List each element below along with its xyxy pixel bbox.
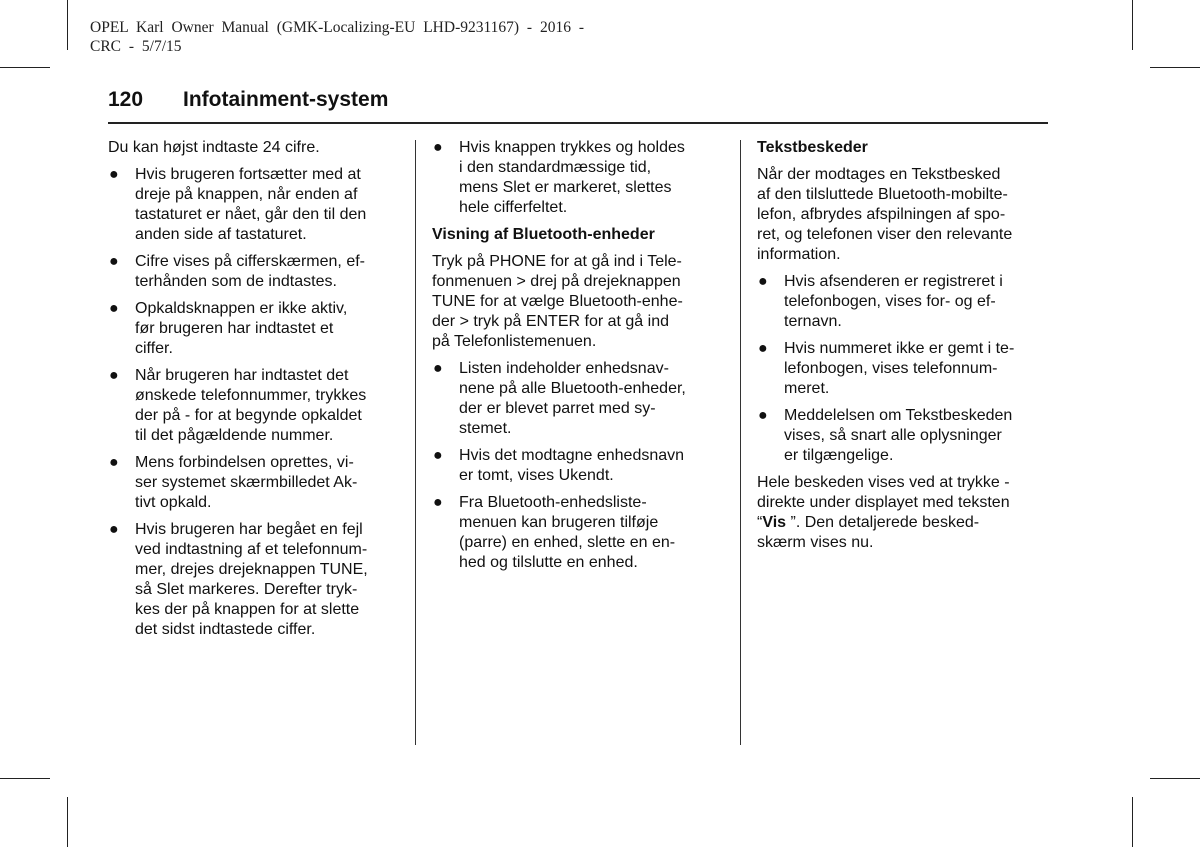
text-span: ”. Den detaljerede besked- (786, 514, 980, 531)
bullet-icon: ● (758, 273, 768, 290)
bullet-icon: ● (109, 521, 119, 538)
text-line: information. (757, 246, 841, 263)
text-line: ønskede telefonnummer, trykkes (135, 387, 367, 404)
crop-mark (0, 67, 50, 68)
text-line: lefonbogen, vises telefonnum- (784, 360, 998, 377)
text-line: ved indtastning af et telefonnum- (135, 541, 368, 558)
bullet-item (108, 165, 400, 245)
text-line: hed og tilslutte en enhed. (459, 554, 638, 571)
text-line: det sidst indtastede ciffer. (135, 621, 316, 638)
column-1 (108, 138, 400, 647)
text-line: nene på alle Bluetooth-enheder, (459, 380, 686, 397)
text-line: af den tilsluttede Bluetooth-mobilte- (757, 186, 1008, 203)
text-line: der på - for at begynde opkaldet (135, 407, 362, 424)
text-line: er tilgængelige. (784, 447, 894, 464)
column-divider (415, 140, 416, 745)
bullet-icon: ● (109, 300, 119, 317)
bullet-item (757, 339, 1049, 399)
bullet-icon: ● (433, 494, 443, 511)
text-line: lefon, afbrydes afspilningen af spo- (757, 206, 1006, 223)
text-line: vises, så snart alle oplysninger (784, 427, 1002, 444)
text-line: ser systemet skærmbilledet Ak- (135, 474, 358, 491)
crop-mark (1150, 67, 1200, 68)
bullet-item (432, 359, 724, 439)
text-line: der > tryk på ENTER for at gå ind (432, 313, 669, 330)
text-line: Når der modtages en Tekstbesked (757, 166, 1001, 183)
paragraph (757, 473, 1049, 553)
paragraph (432, 252, 724, 352)
text-line: mens Slet er markeret, slettes (459, 179, 672, 196)
bullet-item (757, 406, 1049, 466)
text-line: direkte under displayet med teksten (757, 494, 1010, 511)
bullet-item (108, 453, 400, 513)
text-span: “ (757, 514, 763, 531)
text-line: Hvis det modtagne enhedsnavn (459, 447, 685, 464)
text-line: tastaturet er nået, går den til den (135, 206, 367, 223)
text-line: Hele beskeden vises ved at trykke - (757, 474, 1010, 491)
emphasis-text: Vis (762, 514, 787, 531)
bullet-item (432, 138, 724, 218)
paragraph (108, 138, 400, 158)
text-line: Visning af Bluetooth-enheder (432, 226, 655, 243)
text-line (757, 513, 1049, 533)
crop-mark (67, 797, 68, 847)
text-line: Tryk på PHONE for at gå ind i Tele- (432, 253, 682, 270)
text-line: meret. (784, 380, 830, 397)
text-line: ternavn. (784, 313, 842, 330)
crop-mark (67, 0, 68, 50)
text-line: telefonbogen, vises for- og ef- (784, 293, 996, 310)
text-line: så Slet markeres. Derefter tryk- (135, 581, 358, 598)
text-line: Meddelelsen om Tekstbeskeden (784, 407, 1013, 424)
text-line: ret, og telefonen viser den relevante (757, 226, 1013, 243)
bullet-icon: ● (433, 139, 443, 156)
crop-mark (0, 778, 50, 779)
crop-mark (1150, 778, 1200, 779)
bullet-item (757, 272, 1049, 332)
bullet-item (108, 366, 400, 446)
text-line: før brugeren har indtastet et (135, 320, 334, 337)
text-line: der er blevet parret med sy- (459, 400, 656, 417)
text-line: Opkaldsknappen er ikke aktiv, (135, 300, 348, 317)
text-line: Fra Bluetooth-enhedsliste- (459, 494, 647, 511)
text-line: Tekstbeskeder (757, 139, 868, 156)
bullet-item (432, 493, 724, 573)
text-line: Hvis brugeren fortsætter med at (135, 166, 361, 183)
text-line: Hvis afsenderen er registreret i (784, 273, 1003, 290)
paragraph (757, 165, 1049, 265)
bullet-icon: ● (109, 454, 119, 471)
page-header (108, 88, 388, 112)
section-title: Infotainment-system (183, 88, 389, 111)
text-line: Du kan højst indtaste 24 cifre. (108, 139, 320, 156)
text-line: Hvis brugeren har begået en fejl (135, 521, 363, 538)
text-line: i den standardmæssige tid, (459, 159, 652, 176)
document-info (90, 18, 584, 56)
text-line: TUNE for at vælge Bluetooth-enhe- (432, 293, 683, 310)
text-line: hele cifferfeltet. (459, 199, 568, 216)
text-line: fonmenuen > drej på drejeknappen (432, 273, 681, 290)
bullet-icon: ● (109, 367, 119, 384)
column-divider (740, 140, 741, 745)
bullet-icon: ● (433, 447, 443, 464)
header-rule (108, 122, 1048, 124)
text-line: dreje på knappen, når enden af (135, 186, 358, 203)
text-line: (parre) en enhed, slette en en- (459, 534, 676, 551)
text-line: terhånden som de indtastes. (135, 273, 337, 290)
text-line: skærm vises nu. (757, 534, 874, 551)
bullet-icon: ● (758, 340, 768, 357)
text-line: tivt opkald. (135, 494, 212, 511)
text-line: Mens forbindelsen oprettes, vi- (135, 454, 354, 471)
text-line: anden side af tastaturet. (135, 226, 307, 243)
document-info-line: CRC - 5/7/15 (90, 38, 182, 55)
text-line: til det pågældende nummer. (135, 427, 334, 444)
text-line: Når brugeren har indtastet det (135, 367, 349, 384)
bullet-icon: ● (109, 253, 119, 270)
section-heading (432, 225, 724, 245)
document-info-line: OPEL Karl Owner Manual (GMK-Localizing-EU LHD-9231167) - 2016 - (90, 19, 585, 36)
text-line: stemet. (459, 420, 512, 437)
text-line: er tomt, vises Ukendt. (459, 467, 614, 484)
column-3 (757, 138, 1049, 560)
text-line: på Telefonlistemenuen. (432, 333, 597, 350)
text-line: Listen indeholder enhedsnav- (459, 360, 669, 377)
bullet-item (108, 520, 400, 640)
crop-mark (1132, 0, 1133, 50)
section-heading (757, 138, 1049, 158)
bullet-icon: ● (433, 360, 443, 377)
column-2 (432, 138, 724, 580)
text-line: ciffer. (135, 340, 173, 357)
bullet-icon: ● (109, 166, 119, 183)
bullet-item (432, 446, 724, 486)
bullet-item (108, 252, 400, 292)
text-line: menuen kan brugeren tilføje (459, 514, 659, 531)
text-line: Cifre vises på cifferskærmen, ef- (135, 253, 365, 270)
bullet-icon: ● (758, 407, 768, 424)
text-line: Hvis knappen trykkes og holdes (459, 139, 685, 156)
bullet-item (108, 299, 400, 359)
text-line: Hvis nummeret ikke er gemt i te- (784, 340, 1015, 357)
crop-mark (1132, 797, 1133, 847)
text-line: kes der på knappen for at slette (135, 601, 360, 618)
text-line: mer, drejes drejeknappen TUNE, (135, 561, 368, 578)
page-number: 120 (108, 88, 144, 111)
